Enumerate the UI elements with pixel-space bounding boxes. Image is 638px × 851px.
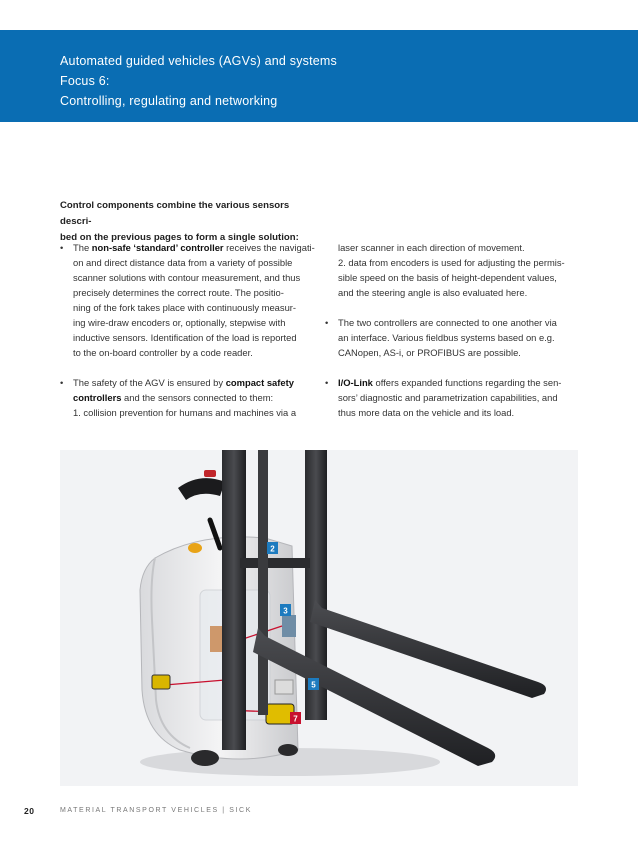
- safety-scanner-left: [152, 675, 170, 689]
- marker-2: [267, 542, 278, 554]
- text-line: ning of the fork takes place with continuously measur-: [73, 302, 297, 313]
- rear-wheel: [191, 750, 219, 766]
- text-run: receives the navigati-: [223, 242, 315, 253]
- header-subtitle: Controlling, regulating and networking: [60, 94, 278, 108]
- bullet-safety-controllers: [60, 375, 318, 420]
- bullet-dot: •: [60, 242, 64, 253]
- beacon-icon: [188, 543, 202, 553]
- text-line: 2. data from encoders is used for adjusting the permis-: [338, 257, 565, 268]
- front-wheel: [278, 744, 298, 756]
- intro-line: Control components combine the various sensors descri-: [60, 200, 290, 227]
- text-run: The safety of the AGV is ensured by: [73, 377, 226, 388]
- bold-term: compact safety: [225, 377, 294, 388]
- bullet-dot: •: [325, 317, 329, 328]
- text-line: precisely determines the correct route. The positio-: [73, 287, 284, 298]
- text-line: to the on-board controller by a code reader.: [73, 347, 253, 358]
- text-line: on and direct distance data from a variety of possible: [73, 257, 293, 268]
- footer-text: MATERIAL TRANSPORT VEHICLES | SICK: [60, 807, 252, 814]
- mast-inner: [258, 450, 268, 715]
- text-line: scanner solutions with contour measurement, and thus: [73, 272, 301, 283]
- marker-3-label: 3: [283, 606, 288, 616]
- bold-term: controllers: [73, 392, 122, 403]
- text-line: ing wire-draw encoders or, optionally, stepwise with: [73, 317, 286, 328]
- continuation-paragraph: [338, 240, 583, 300]
- encoder-module: [275, 680, 293, 694]
- agv-illustration: [60, 450, 578, 786]
- text-column-left: [60, 240, 318, 435]
- bullet-dot: •: [60, 377, 64, 388]
- text-line: laser scanner in each direction of movement.: [338, 242, 525, 253]
- mast-crossbar: [240, 558, 310, 568]
- tiller-red-button: [204, 470, 216, 477]
- bullet-controllers-interface: [325, 315, 583, 360]
- text-line: CANopen, AS-i, or PROFIBUS are possible.: [338, 347, 521, 358]
- text-line: sors’ diagnostic and parametrization capabilities, and: [338, 392, 558, 403]
- bullet-dot: •: [325, 377, 329, 388]
- bold-term: I/O-Link: [338, 377, 373, 388]
- marker-7-label: 7: [293, 714, 298, 724]
- page-footer: [0, 806, 638, 820]
- text-line: 1. collision prevention for humans and machines via a: [73, 407, 297, 418]
- header-focus: Focus 6:: [60, 74, 110, 88]
- marker-7: [290, 712, 301, 724]
- page-number: 20: [24, 806, 35, 816]
- bullet-io-link: [325, 375, 583, 420]
- text-line: sible speed on the basis of height-dependent values,: [338, 272, 557, 283]
- text-line: and the steering angle is also evaluated here.: [338, 287, 528, 298]
- text-run: offers expanded functions regarding the sen-: [372, 377, 562, 388]
- safety-scanner-front: [266, 704, 294, 724]
- intro-line: bed on the previous pages to form a single solution:: [60, 232, 299, 243]
- marker-2-label: 2: [270, 544, 275, 554]
- marker-5-label: 5: [311, 680, 316, 690]
- text-line: inductive sensors. Identification of the load is reported: [73, 332, 297, 343]
- text-line: an interface. Various fieldbus systems based on e.g.: [338, 332, 555, 343]
- header-banner: [0, 30, 638, 122]
- text-line: thus more data on the vehicle and its load.: [338, 407, 515, 418]
- agv-forklift-drawing: [60, 450, 578, 786]
- mast-left: [222, 450, 246, 750]
- text-column-right: [325, 240, 583, 435]
- text-line: The two controllers are connected to one another via: [338, 317, 557, 328]
- marker-5: [308, 678, 319, 690]
- text-run: The: [73, 242, 92, 253]
- tiller-grip: [178, 478, 225, 500]
- text-run: and the sensors connected to them:: [121, 392, 274, 403]
- marker-3: [280, 604, 291, 616]
- intro-paragraph: [60, 198, 322, 246]
- header-title: Automated guided vehicles (AGVs) and systems: [60, 54, 337, 68]
- bullet-standard-controller: [60, 240, 318, 360]
- sensor-module: [282, 615, 296, 637]
- bold-term: non-safe ‘standard’ controller: [91, 242, 224, 253]
